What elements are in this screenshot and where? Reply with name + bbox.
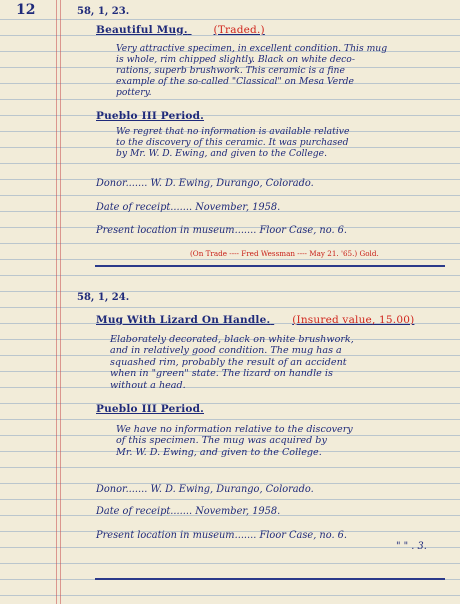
entry-2-description: Elaborately decorated, black on white brushwork, and in relatively good condition. The mug has a squashed rim, probably the result of an accident when in "green" state. The lizard on handle is without a head. bbox=[110, 334, 354, 391]
entry-2-divider bbox=[95, 578, 445, 580]
entry-2-title-text: Mug With Lizard On Handle. bbox=[96, 314, 271, 326]
entry-2-donor: Donor....... W. D. Ewing, Durango, Colorado. bbox=[96, 484, 314, 495]
entry-1-donor: Donor....... W. D. Ewing, Durango, Colorado. bbox=[96, 178, 314, 189]
margin-line-left bbox=[56, 0, 57, 604]
entry-2-receipt-date: Date of receipt....... November, 1958. bbox=[96, 506, 281, 517]
entry-1-description: Very attractive specimen, in excellent condition. This mug is whole, rim chipped slightly. Black on white deco- rations, superb brushwork. This ceramic is a fine example of the so-called "Classical" on Mesa Verde pottery. bbox=[116, 43, 388, 98]
entry-1-period: Pueblo III Period. bbox=[96, 110, 205, 122]
entry-1-divider bbox=[95, 265, 445, 267]
entry-2-catalog-number: 58, 1, 24. bbox=[77, 292, 130, 303]
entry-2-history: We have no information relative to the discovery of this specimen. The mug was acquired by Mr. W. D. Ewing, and given to the College. bbox=[116, 424, 353, 458]
entry-2-location: Present location in museum....... Floor Case, no. 6. bbox=[96, 530, 348, 541]
entry-2-period: Pueblo III Period. bbox=[96, 403, 205, 415]
page-number: 12 bbox=[16, 2, 36, 18]
entry-1-history: We regret that no information is available relative to the discovery of this ceramic. It was purchased by Mr. W. D. Ewing, and given to the College. bbox=[116, 126, 350, 159]
entry-2-title bbox=[96, 314, 414, 326]
margin-line-left-double bbox=[60, 0, 61, 604]
entry-1-status: (Traded.) bbox=[213, 24, 265, 36]
entry-2-location-ditto: " " . 3. bbox=[396, 541, 427, 552]
entry-1-title-text: Beautiful Mug. bbox=[96, 24, 188, 36]
entry-2-status: (Insured value, 15.00) bbox=[292, 314, 415, 326]
entry-1-location: Present location in museum....... Floor Case, no. 6. bbox=[96, 225, 348, 236]
entry-1-receipt-date: Date of receipt....... November, 1958. bbox=[96, 202, 281, 213]
entry-1-title bbox=[96, 24, 265, 36]
entry-1-trade-note: (On Trade ---- Fred Wessman ---- May 21. '65.) Gold. bbox=[190, 249, 379, 258]
entry-1-catalog-number: 58, 1, 23. bbox=[77, 6, 130, 17]
